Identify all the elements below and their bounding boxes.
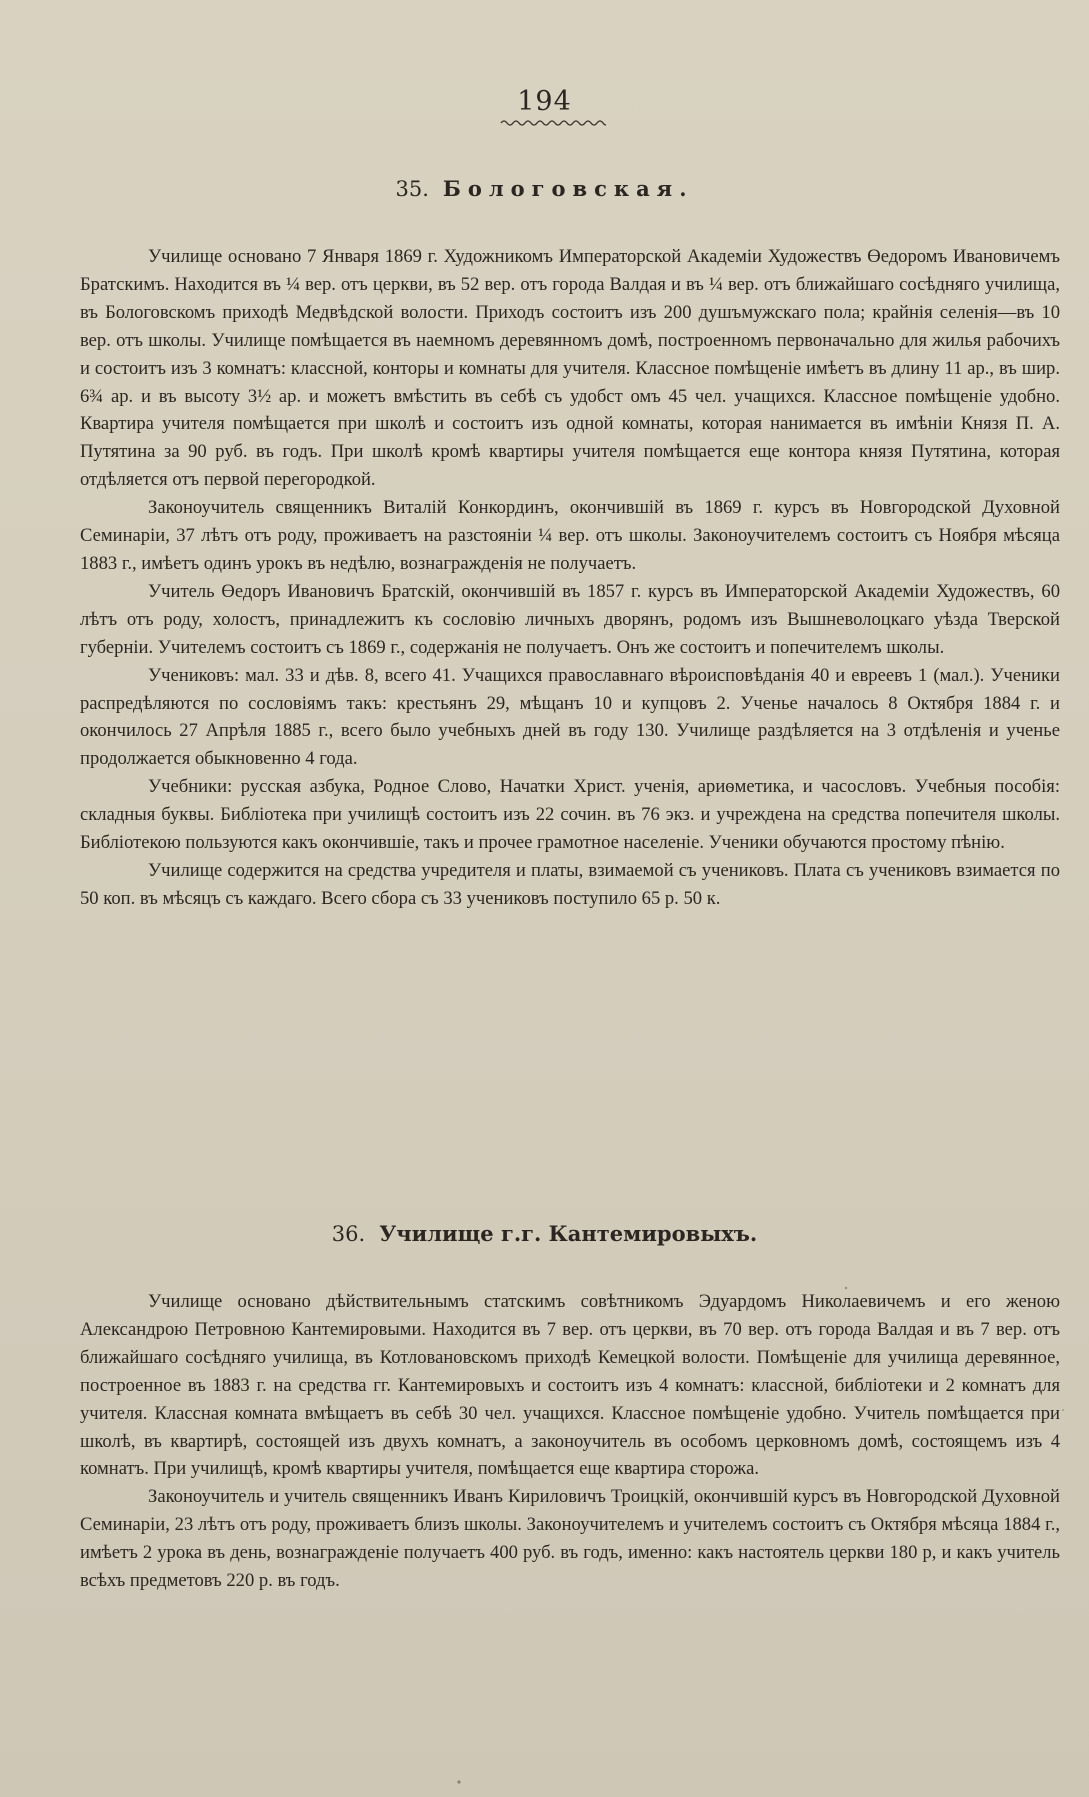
ornamental-rule <box>500 117 606 127</box>
paragraph: Училище содержится на средства учредителя и платы, взимаемой съ учениковъ. Плата съ учениковъ взимается по 50 коп. въ мѣсяцъ съ каждаго. Всего сбора съ 33 учениковъ поступило 65 р. 50 к. <box>80 859 1060 909</box>
page-number: 194 <box>517 86 572 117</box>
section-heading <box>0 176 1089 201</box>
section-body <box>80 1288 1060 1595</box>
paragraph: Учебники: русская азбука, Родное Слово, Начатки Христ. ученія, ариѳметика, и часословъ. Учебныя пособія: складныя буквы. Библіотека при училищѣ состоитъ изъ 22 сочин. въ 76 экз. и учреждена на средства попечителя школы. Библіотекою пользуются какъ окончившіе, такъ и прочее грамотное населеніе. Ученики обучаются простому пѣнію. <box>80 776 1060 854</box>
paragraph: Законоучитель священникъ Виталій Конкординъ, окончившій въ 1869 г. курсъ въ Новгородской Духовной Семинаріи, 37 лѣтъ отъ роду, проживаетъ на разстояніи ¼ вер. отъ школы. Законоучителемъ состоитъ съ Ноября мѣсяца 1883 г., имѣетъ одинъ урокъ въ недѣлю, вознагражденія не получаетъ. <box>80 497 1060 574</box>
section-heading <box>0 1221 1089 1246</box>
paragraph: Училище основано дѣйствительнымъ статскимъ совѣтникомъ Эдуардомъ Николаевичемъ и его женою Александрою Петровною Кантемировыми. Находится въ 7 вер. отъ церкви, въ 70 вер. отъ города Валдая и въ 7 вер. отъ ближайшаго сосѣдняго училища, въ Котловановскомъ приходѣ Кемецкой волости. Помѣщеніе для училища деревянное, построенное въ 1883 г. на средства гг. Кантемировыхъ и состоитъ изъ 4 комнатъ: классной, библіотеки и 2 комнатъ для учителя. Классная комната вмѣщаетъ въ себѣ 30 чел. учащихся. Классное помѣщеніе удобно. Учитель помѣщается при школѣ, въ квартирѣ, состоящей изъ двухъ комнатъ, а законоучитель въ особомъ церковномъ домѣ, состоящемъ изъ 4 комнатъ. При училищѣ, кромѣ квартиры учителя, помѣщается еще квартира сторожа. <box>80 1291 1060 1480</box>
paragraph: Законоучитель и учитель священникъ Иванъ Кириловичъ Троицкій, окончившій курсъ въ Новгородской Духовной Семинаріи, 23 лѣтъ отъ роду, проживаетъ близъ школы. Законоучителемъ и учителемъ состоитъ съ Октября мѣсяца 1884 г., имѣетъ 2 урока въ день, вознагражденіе получаетъ 400 руб. въ годъ, именно: какъ настоятель церкви 180 р, и какъ учитель всѣхъ предметовъ 220 р. въ годъ. <box>80 1486 1060 1592</box>
section-title: Бологовская. <box>442 176 694 201</box>
paragraph: Учитель Өедоръ Ивановичъ Братскій, окончившій въ 1857 г. курсъ въ Императорской Академіи Художествъ, 60 лѣтъ отъ роду, холостъ, принадлежитъ къ сословію личныхъ дворянъ, родомъ изъ Вышневолоцкаго уѣзда Тверской губерніи. Учителемъ состоитъ съ 1869 г., содержанія не получаетъ. Онъ же состоитъ и попечителемъ школы. <box>80 580 1060 658</box>
paragraph: Училище основано 7 Января 1869 г. Художникомъ Императорской Академіи Художествъ Өедоромъ Ивановичемъ Братскимъ. Находится въ ¼ вер. отъ церкви, въ 52 вер. отъ города Валдая и въ ¼ вер. отъ ближайшаго сосѣдняго училища, въ Бологовскомъ приходѣ Медвѣдской волости. Приходъ состоитъ изъ 200 душъмужскаго пола; крайнія селенія—въ 10 вер. отъ школы. Училище помѣщается въ наемномъ деревянномъ домѣ, построенномъ первоначально для жилья рабочихъ и состоитъ изъ 3 комнатъ: классной, конторы и комнаты для учителя. Классное помѣщеніе имѣетъ въ длину 11 ар., въ шир. 6¾ ар. и въ высоту 3½ ар. и можетъ вмѣстить въ себѣ съ удобст омъ 45 чел. учащихся. Класcное помѣщеніе удобно. Квартира учителя помѣщается при школѣ и состоитъ изъ одной комнаты, которая нанимается въ имѣніи Князя П. А. Путятина за 90 руб. въ годъ. При школѣ кромѣ квартиры учителя помѣщается еще контора князя Путятина, которая отдѣляется отъ первой перегородкой. <box>80 246 1060 491</box>
section-title: Училище г.г. Кантемировыхъ. <box>379 1221 758 1246</box>
paragraph: Учениковъ: мал. 33 и дѣв. 8, всего 41. Учащихся православнаго вѣроисповѣданія 40 и евреевъ 1 (мал.). Ученики распредѣляются по сословіямъ такъ: крестьянъ 29, мѣщанъ 10 и купцовъ 2. Ученье началось 8 Октября 1884 г. и окончилось 27 Апрѣля 1885 г., всего было учебныхъ дней въ году 130. Училище раздѣляется на 3 отдѣленія и ученье продолжается обыкновенно 4 года. <box>80 664 1060 770</box>
section-number: 36. <box>331 1222 366 1246</box>
section-body <box>80 243 1060 913</box>
section-number: 35. <box>395 177 429 201</box>
